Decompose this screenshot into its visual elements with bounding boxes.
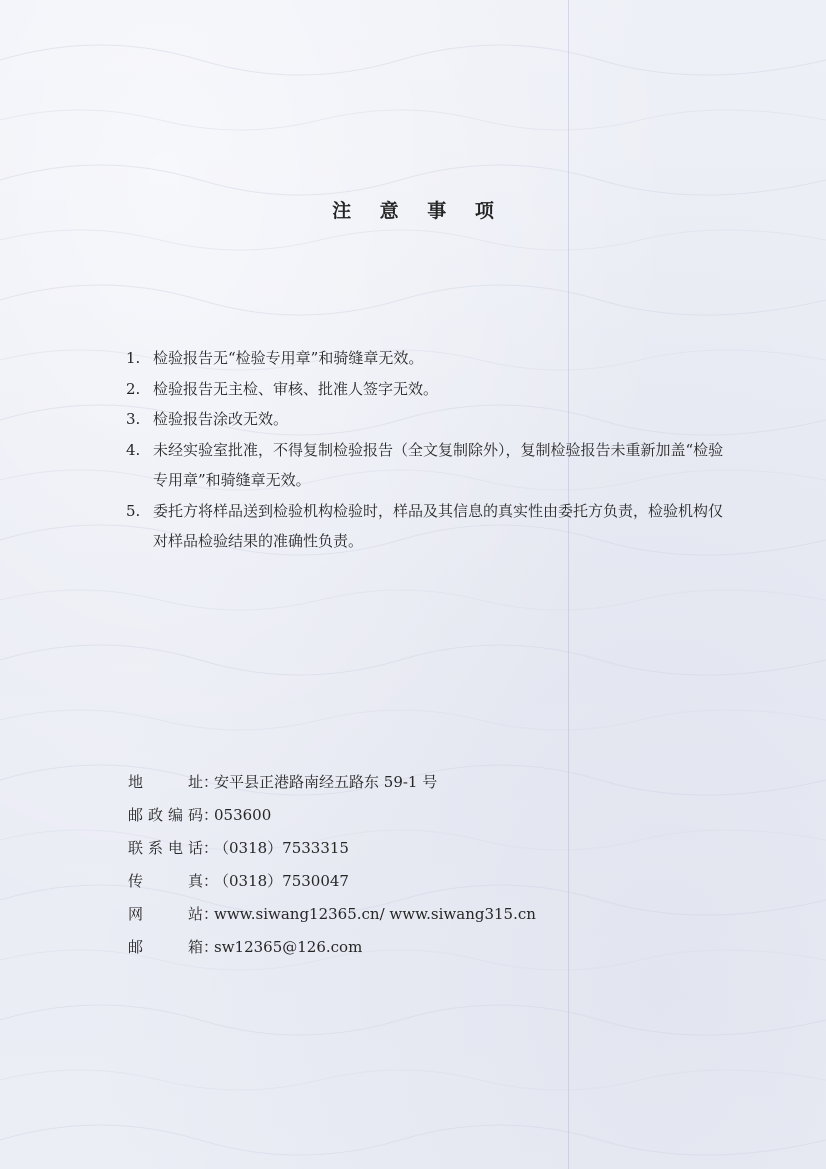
postal-code-value: 053600 [214,806,272,824]
fax-value: （0318）7530047 [214,872,349,890]
postal-code-label: 邮政编码 [128,806,203,824]
contact-row-postal-code [128,799,688,832]
notice-text: 检验报告无主检、审核、批准人签字无效。 [153,379,439,398]
notice-item-2 [126,374,726,405]
contact-row-website [128,898,688,931]
phone-label: 联系电话 [128,839,203,857]
notice-item-4 [126,435,726,496]
label-colon: ： [203,806,219,824]
page-title: 注 意 事 项 [332,200,505,222]
label-colon: ： [203,872,219,890]
email-value: sw12365@126.com [214,938,363,956]
notice-list [126,343,726,557]
notice-item-5 [126,496,726,557]
fold-line [568,0,569,1169]
website-value: www.siwang12365.cn/ www.siwang315.cn [214,905,536,923]
contact-row-fax [128,865,688,898]
notice-item-1 [126,343,726,374]
email-label: 邮箱 [128,938,203,956]
notice-number: 3. [126,410,141,428]
contact-info [128,766,688,964]
notice-text: 未经实验室批准，不得复制检验报告（全文复制除外），复制检验报告未重新加盖“检验专用章”和骑缝章无效。 [153,440,724,489]
notice-text: 委托方将样品送到检验机构检验时，样品及其信息的真实性由委托方负责，检验机构仅对样品检验结果的准确性负责。 [153,501,724,550]
contact-row-address [128,766,688,799]
address-label: 地址 [128,773,203,791]
contact-row-email [128,931,688,964]
label-colon: ： [203,773,219,791]
label-colon: ： [203,938,219,956]
label-colon: ： [203,839,219,857]
fax-label: 传真 [128,872,203,890]
notice-item-3 [126,404,726,435]
notice-number: 2. [126,379,141,398]
contact-row-phone [128,832,688,865]
website-label: 网站 [128,905,203,923]
notice-number: 4. [126,440,141,459]
address-value: 安平县正港路南经五路东 59-1 号 [214,773,438,791]
label-colon: ： [203,905,219,923]
notice-number: 5. [126,501,141,520]
notice-text: 检验报告无“检验专用章”和骑缝章无效。 [153,349,424,367]
notice-number: 1. [126,349,141,367]
notice-text: 检验报告涂改无效。 [153,410,289,428]
phone-value: （0318）7533315 [214,839,349,857]
